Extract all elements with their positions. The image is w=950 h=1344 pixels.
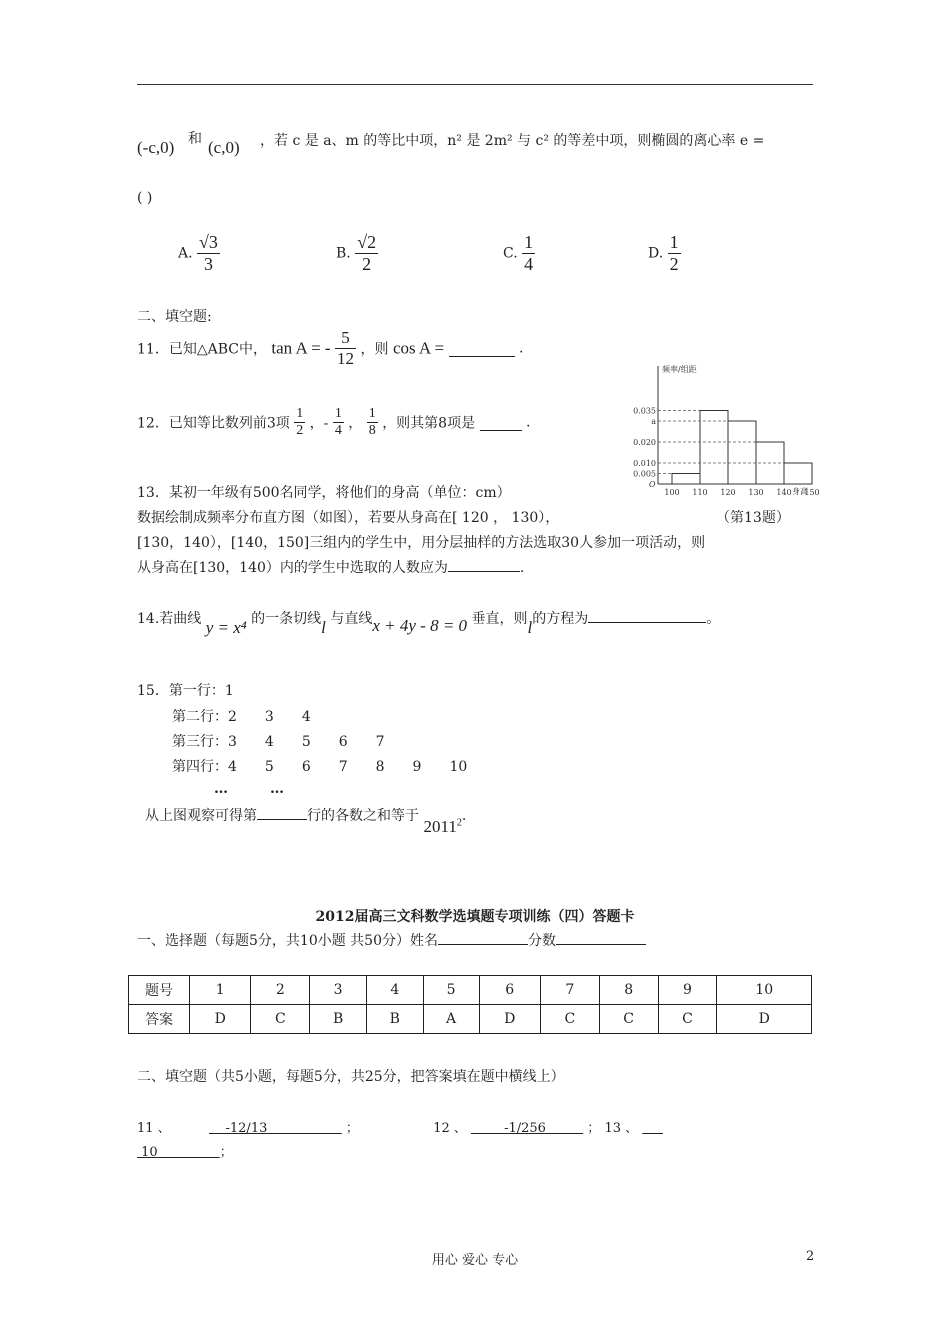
question-11: 11．已知△ABC中， tan A = - $\frac{5}{12}$ ，则 cos A = . [137,328,524,368]
q13-line3: [130，140），[140，150]三组内的学生中，用分层抽样的方法选取30人参加一项活动，则 [137,535,706,551]
x-tick-label: 130 [748,488,764,497]
q14-blank[interactable] [588,608,706,623]
answer-11[interactable]: -12/13 [225,1121,268,1136]
coords-right: (c,0) [208,138,240,157]
q15-dots: … … [214,781,284,797]
x-tick-label: 150 [804,488,820,497]
table-row [129,1005,812,1034]
answer-cell[interactable]: C [540,1005,599,1034]
q15-title: 15．第一行：1 [137,683,234,699]
name-field[interactable] [438,930,528,945]
table-cell: 4 [366,976,423,1005]
score-field[interactable] [556,930,646,945]
header-rule [137,84,813,85]
q13-line2: 数据绘制成频率分布直方图（如图），若要从身高在[ 120 ， 130）， [137,510,560,526]
x-tick-label: 140 [776,488,792,497]
answer-13[interactable]: 10 [141,1145,158,1160]
section2-title: 二、填空题: [137,309,212,325]
table-cell: 答案 [129,1005,190,1034]
answer-cell[interactable]: A [423,1005,479,1034]
x-axis-label: 身高 [792,487,808,496]
answer-cell[interactable]: B [310,1005,367,1034]
answer-cell[interactable]: C [251,1005,310,1034]
fill-answers-line1: 11 、 -12/13 ； 12 、 -1/256 ； 13 、 [137,1117,663,1136]
footer-text: 用心 爱心 专心 [431,1253,519,1268]
histogram-chart [620,360,820,502]
section2-fill-header: 二、填空题（共5小题，每题5分，共25分，把答案填在题中横线上） [137,1069,565,1085]
coords-left: (-c,0) [137,138,175,157]
histogram-bar [728,421,756,484]
y-tick-label: 0.005 [633,469,656,479]
answer-cell[interactable]: D [479,1005,540,1034]
q13-line1: 13．某初一年级有500名同学，将他们的身高（单位：cm） [137,485,511,501]
choice-b: B. $\frac{√2}{2}$ [336,232,377,274]
table-cell: 5 [423,976,479,1005]
question-12: 12．已知等比数列前3项 $\frac{1}{2}$ ，- $\frac{1}{4}$ ， $\frac{1}{8}$ ，则其第8项是 . [137,406,531,438]
he-char: 和 [188,131,202,147]
q13-blank[interactable] [448,557,520,572]
section1-header: 一、选择题（每题5分，共10小题 共50分）姓名 分数 [137,930,646,950]
choice-a: A. $\frac{√3}{3}$ [178,232,218,274]
q15-row-4: 第四行：4 5 6 7 8 9 10 [172,759,468,775]
answer-card-title: 2012届高三文科数学选填题专项训练（四）答题卡 [315,909,635,925]
answer-12[interactable]: -1/256 [504,1121,546,1136]
answer-cell[interactable]: C [658,1005,717,1034]
choice-d: D. $\frac{1}{2}$ [648,232,679,274]
y-axis-label: 频率/组距 [662,365,697,374]
answer-cell[interactable]: B [366,1005,423,1034]
q15-row-3: 第三行：3 4 5 6 7 [172,734,385,750]
table-cell: 2 [251,976,310,1005]
q10-text: ，若 c 是 a、m 的等比中项，n² 是 2m² 与 c² 的等差中项，则椭圆的离心率 e = [260,133,765,149]
origin-label: O [649,480,656,489]
answer-table [128,975,812,1034]
table-row [129,976,812,1005]
q15-blank[interactable] [257,805,307,820]
table-cell: 7 [540,976,599,1005]
histogram-bar [700,411,728,485]
page-number: 2 [806,1249,815,1264]
table-cell: 3 [310,976,367,1005]
table-cell: 题号 [129,976,190,1005]
y-tick-label: 0.020 [633,438,656,447]
x-tick-label: 100 [664,488,680,497]
q13-line4: 从身高在[130，140）内的学生中选取的人数应为 . [137,557,524,577]
histogram-bar [784,463,812,484]
q12-blank[interactable] [480,414,522,431]
table-cell: 10 [717,976,812,1005]
q15-question: 从上图观察可得第 行的各数之和等于 2011$^2$. [145,805,466,825]
y-tick-label: 0.010 [633,459,656,468]
table-cell: 6 [479,976,540,1005]
q15-row-2: 第二行：2 3 4 [172,709,311,725]
y-tick-label: 0.035 [633,406,656,416]
q11-blank[interactable] [449,340,515,357]
answer-cell[interactable]: D [190,1005,251,1034]
answer-cell[interactable]: D [717,1005,812,1034]
q13-caption: （第13题） [716,510,790,526]
y-tick-label: a [651,417,656,426]
table-cell: 9 [658,976,717,1005]
x-tick-label: 120 [720,488,736,497]
question-14: 14.若曲线 y = x⁴ 的一条切线l 与直线x + 4y - 8 = 0 垂直，则l的方程为 。 [137,608,720,638]
fill-answers-line2: 10 ； [137,1141,233,1160]
answer-13-start[interactable] [642,1121,663,1136]
histogram-bar [672,474,700,485]
table-cell: 1 [190,976,251,1005]
answer-cell[interactable]: C [599,1005,658,1034]
table-cell: 8 [599,976,658,1005]
x-tick-label: 110 [692,488,708,497]
q10-paren: ( ) [137,190,153,206]
choice-c: C. $\frac{1}{4}$ [503,232,534,274]
